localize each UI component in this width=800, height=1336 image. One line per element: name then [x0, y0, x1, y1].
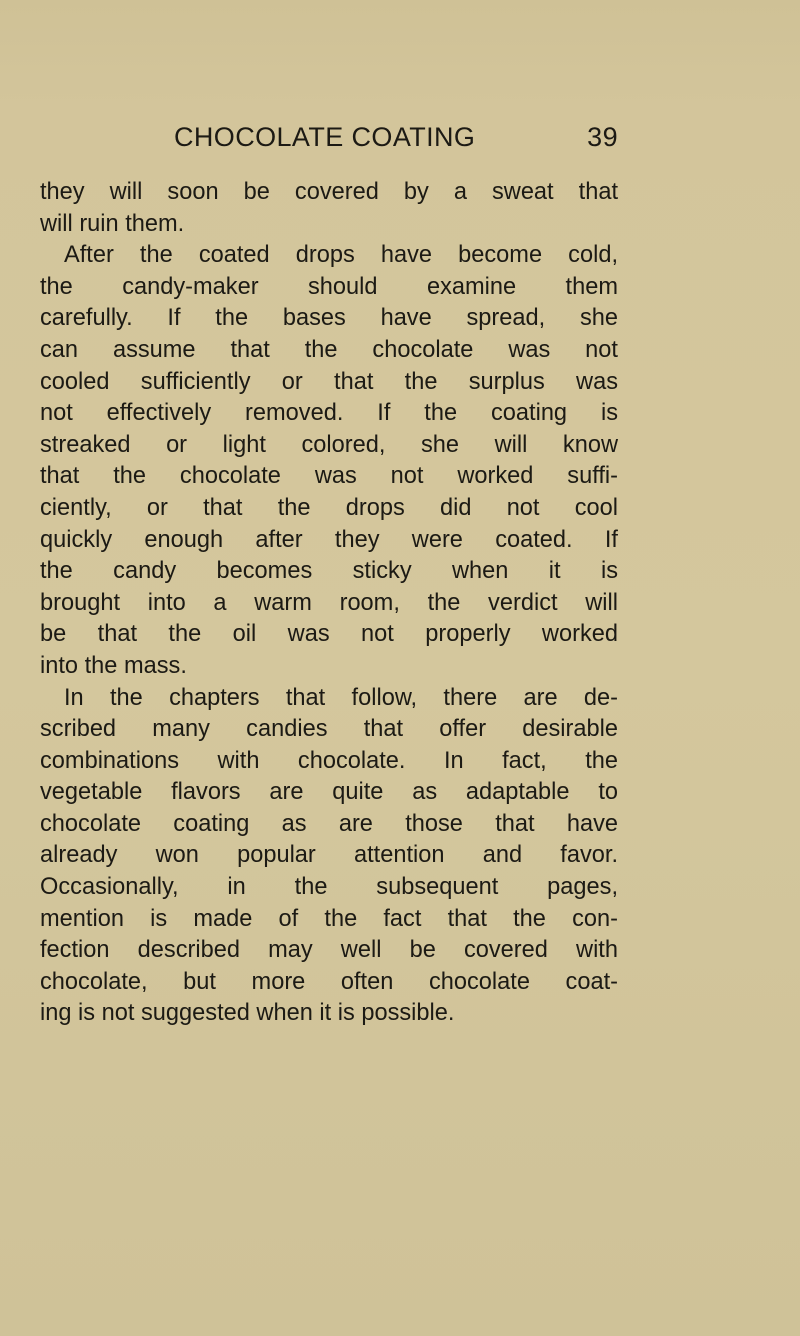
- text-line: fection described may well be covered with: [40, 937, 618, 964]
- text-line: not effectively removed. If the coating is: [40, 400, 618, 427]
- text-line: After the coated drops have become cold,: [64, 242, 618, 269]
- text-line: quickly enough after they were coated. If: [40, 526, 618, 553]
- text-line: cooled sufficiently or that the surplus was: [40, 368, 618, 395]
- text-line: ing is not suggested when it is possible.: [40, 1000, 455, 1027]
- text-line: mention is made of the fact that the con-: [40, 905, 618, 932]
- text-line: be that the oil was not properly worked: [40, 621, 618, 648]
- text-line: the candy-maker should examine them: [40, 273, 618, 300]
- text-line: streaked or light colored, she will know: [40, 431, 618, 458]
- text-line: combinations with chocolate. In fact, the: [40, 747, 618, 774]
- running-head: [174, 122, 618, 166]
- body-text: [40, 177, 618, 1030]
- text-line: Occasionally, in the subsequent pages,: [40, 874, 618, 901]
- text-line: the candy becomes sticky when it is: [40, 558, 618, 585]
- text-line: already won popular attention and favor.: [40, 842, 618, 869]
- text-line: carefully. If the bases have spread, she: [40, 305, 618, 332]
- page-number: 39: [587, 122, 618, 152]
- text-line: ciently, or that the drops did not cool: [40, 494, 618, 521]
- chapter-title: CHOCOLATE COATING: [174, 122, 476, 152]
- text-line: vegetable flavors are quite as adaptable to: [40, 779, 618, 806]
- text-line: scribed many candies that offer desirable: [40, 716, 618, 743]
- text-line: In the chapters that follow, there are de-: [64, 684, 618, 711]
- text-line: they will soon be covered by a sweat that: [40, 179, 618, 205]
- text-line: can assume that the chocolate was not: [40, 336, 618, 363]
- text-line: chocolate, but more often chocolate coat-: [40, 968, 618, 995]
- text-line: chocolate coating as are those that have: [40, 810, 618, 837]
- text-line: into the mass.: [40, 652, 187, 679]
- text-line: brought into a warm room, the verdict will: [40, 589, 618, 616]
- text-line: will ruin them.: [40, 210, 185, 237]
- text-line: that the chocolate was not worked suffi-: [40, 463, 618, 490]
